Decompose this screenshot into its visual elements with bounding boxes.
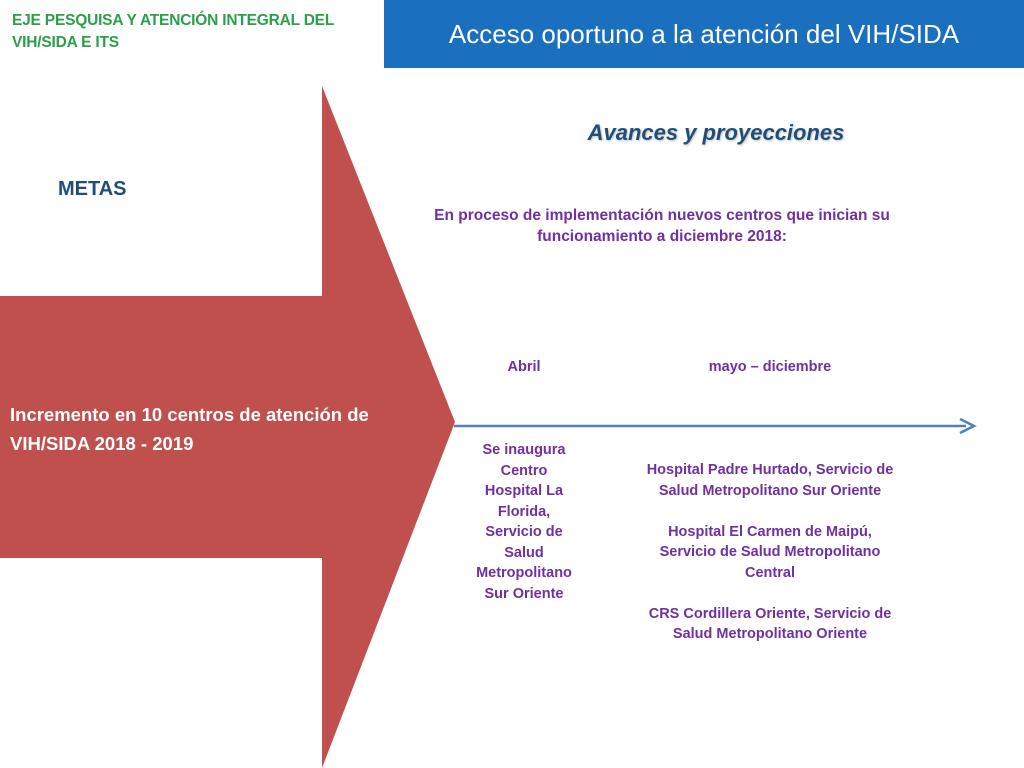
metas-heading: METAS [58, 178, 127, 200]
goal-text: Incremento en 10 centros de atención de VIH/SIDA 2018 - 2019 [10, 404, 369, 454]
center-item: CRS Cordillera Oriente, Servicio de Salud Metropolitano Oriente [648, 605, 892, 642]
intro-text: En proceso de implementación nuevos centros que inician su funcionamiento a diciembre 2018: [434, 207, 890, 245]
title-bar [384, 0, 1024, 68]
period-may-december: mayo – diciembre [708, 359, 832, 375]
center-item: Hospital El Carmen de Maipú, Servicio de Salud Metropolitano Central [659, 523, 881, 581]
period-april: Abril [507, 359, 541, 375]
slide-title: Acceso oportuno a la atención del VIH/SIDA [448, 19, 960, 49]
center-list [640, 460, 900, 665]
axis-label: EJE PESQUISA Y ATENCIÓN INTEGRAL DEL VIH/SIDA E ITS [12, 12, 334, 51]
section-title: Avances y proyecciones [587, 120, 845, 145]
center-item: Hospital Padre Hurtado, Servicio de Salud Metropolitano Sur Oriente [646, 462, 894, 499]
timeline-arrow [454, 414, 984, 438]
goal-arrow-shape [0, 0, 460, 768]
april-event: Se inaugura Centro Hospital La Florida, Servicio de Salud Metropolitano Sur Oriente [476, 442, 572, 602]
